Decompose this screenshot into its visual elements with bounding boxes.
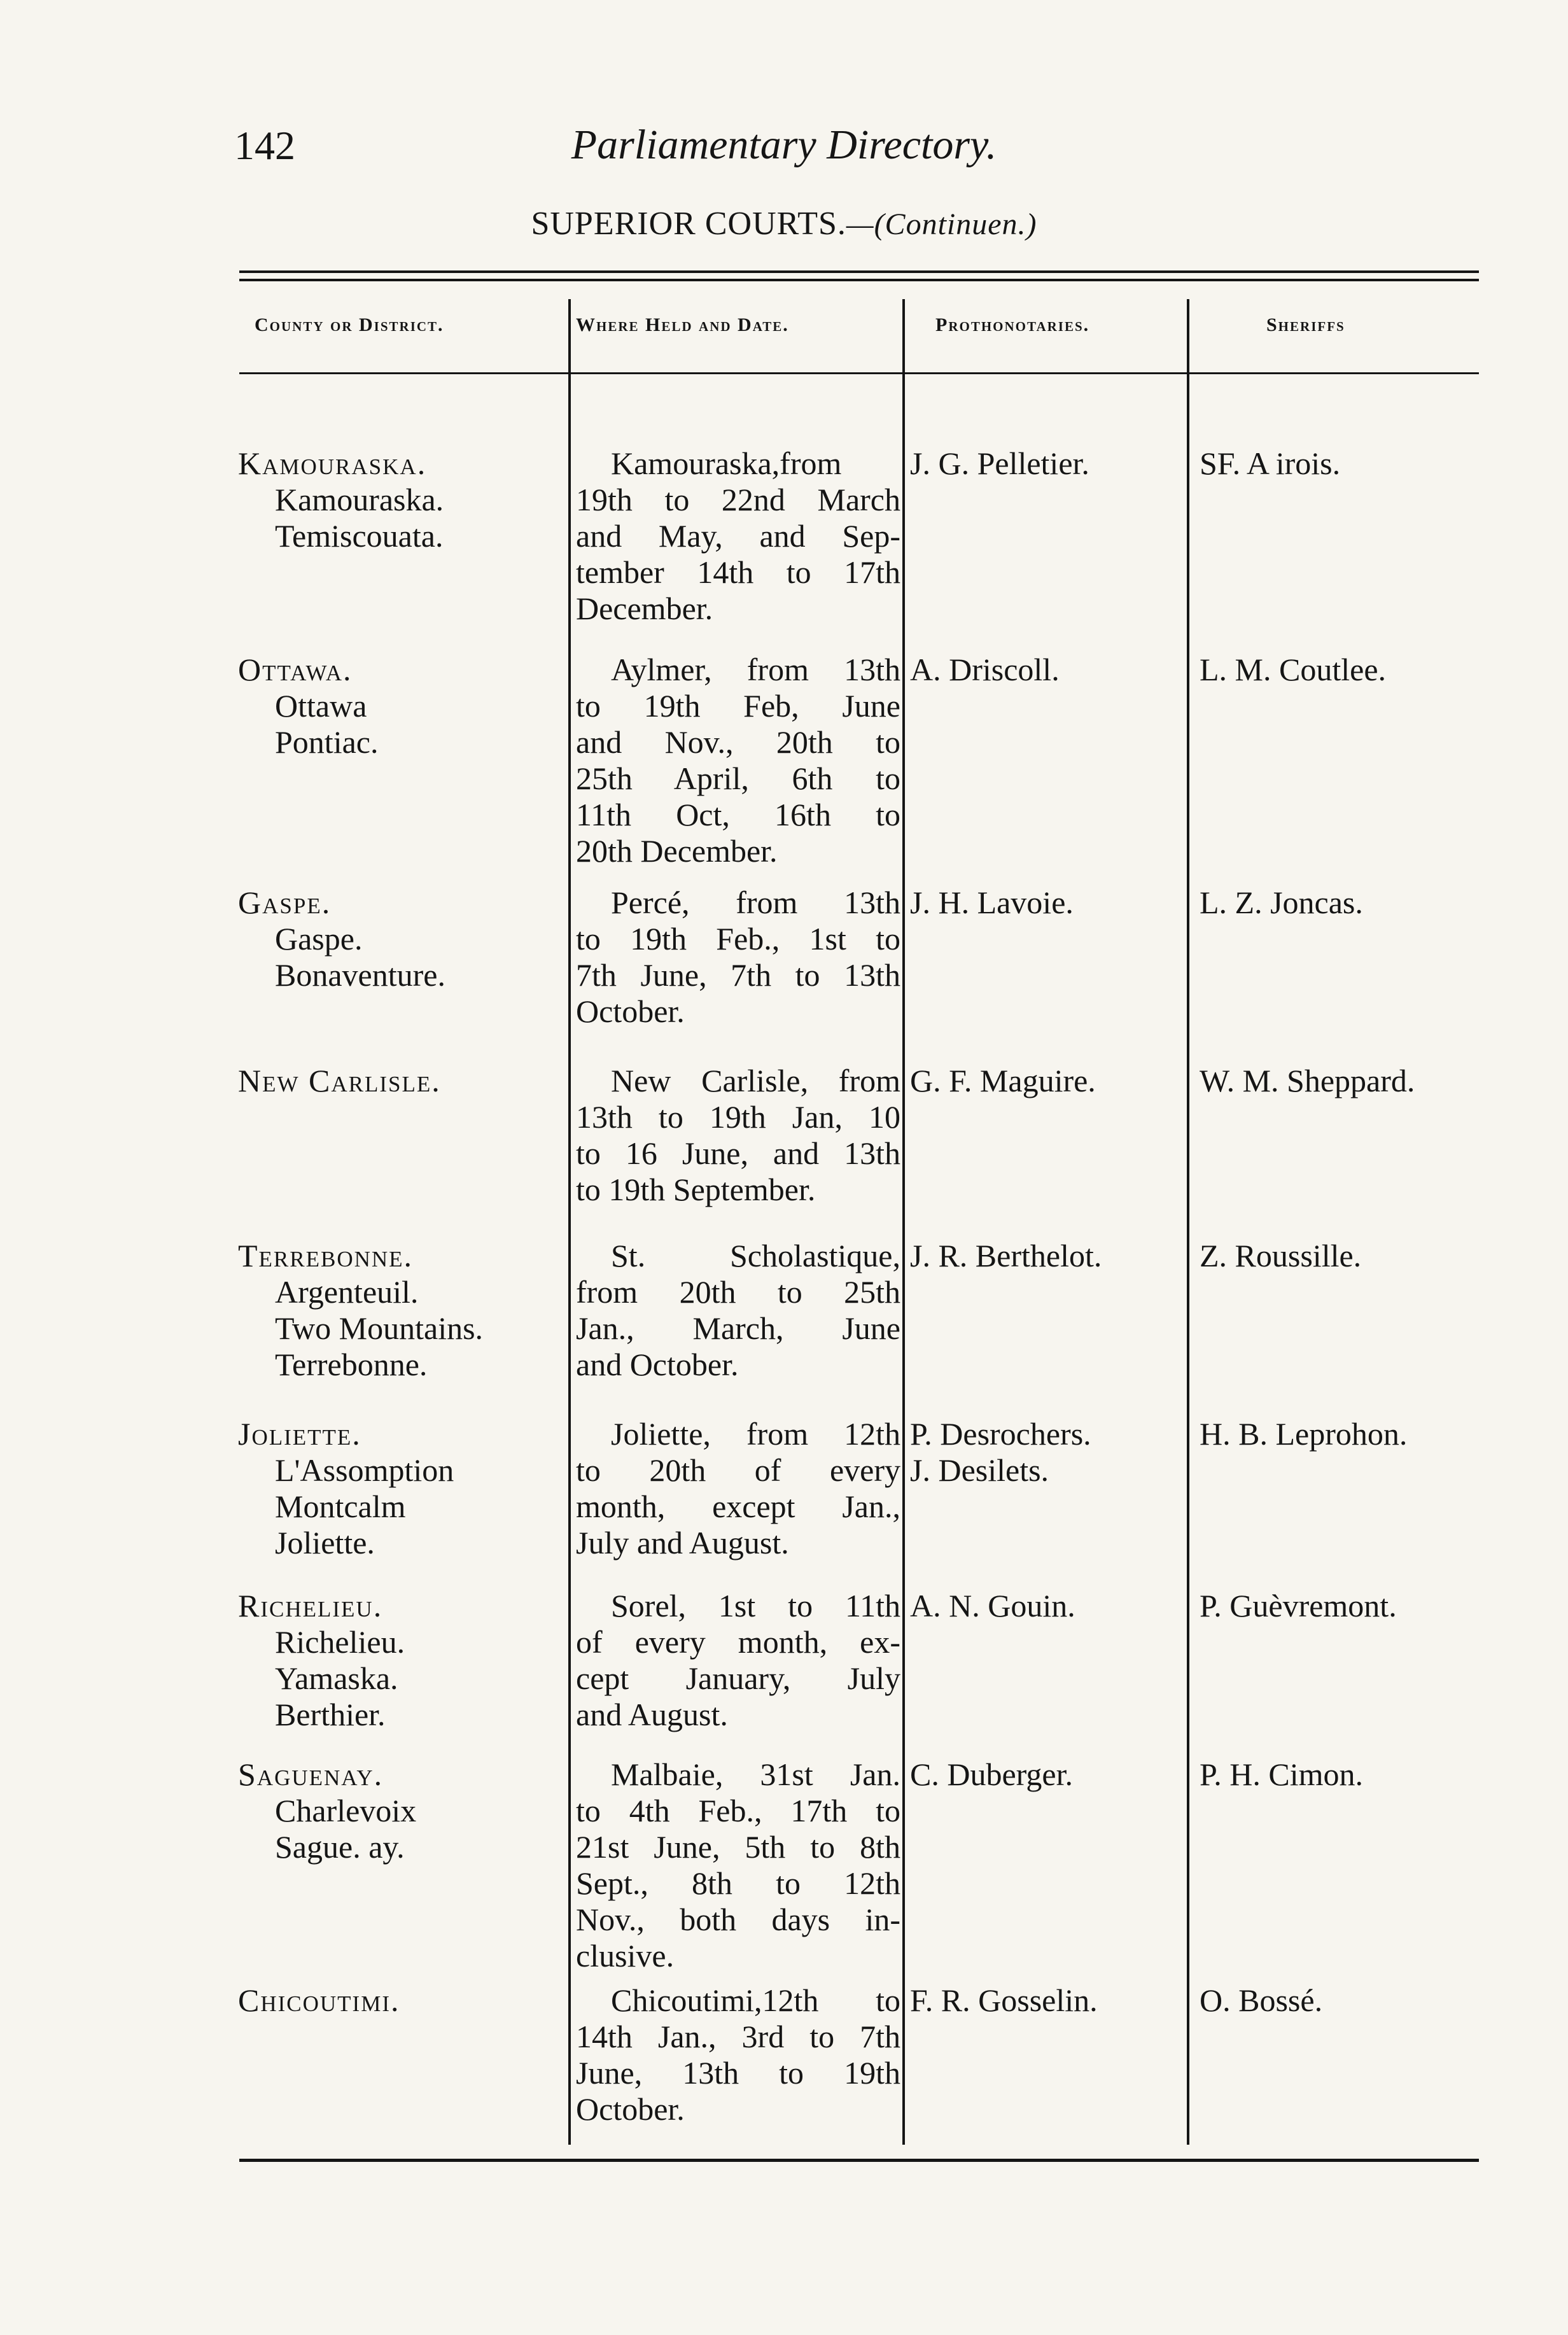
- where-held-line: October.: [576, 993, 685, 1029]
- county-cell: [238, 445, 569, 554]
- county-name: Chicoutimi.: [238, 1982, 400, 2018]
- where-held-line: 19th to 22nd March: [576, 482, 900, 517]
- where-held-line: to 19th Feb, June: [576, 688, 900, 724]
- prothonotary-name: P. Desrochers.: [910, 1416, 1091, 1452]
- column-divider-3: [1187, 299, 1189, 2145]
- where-held-line: cept January, July: [576, 1660, 900, 1696]
- where-held-line: Sept., 8th to 12th: [576, 1865, 900, 1901]
- prothonotaries-cell: [910, 652, 1177, 688]
- where-held-line: 7th June, 7th to 13th: [576, 957, 900, 993]
- subdistrict-name: Yamaska.: [275, 1660, 398, 1696]
- where-held-cell: [576, 1416, 900, 1561]
- county-name: Terrebonne.: [238, 1238, 414, 1273]
- county-cell: [238, 885, 569, 993]
- subdistrict-name: Montcalm: [275, 1489, 406, 1524]
- subdistrict-name: Two Mountains.: [275, 1310, 484, 1346]
- where-held-line: 13th to 19th Jan, 10: [576, 1099, 900, 1135]
- where-held-line: from 20th to 25th: [576, 1274, 900, 1310]
- county-cell: [238, 1238, 569, 1383]
- column-header-where: Where Held and Date.: [576, 314, 789, 335]
- where-held-line: 11th Oct, 16th to: [576, 797, 900, 832]
- where-held-cell: [576, 1588, 900, 1733]
- where-held-line: to 19th September.: [576, 1172, 816, 1207]
- sheriff-cell: [1200, 1982, 1499, 2019]
- sheriff-name: P. H. Cimon.: [1200, 1757, 1364, 1792]
- subdistrict-name: Terrebonne.: [275, 1347, 428, 1382]
- subdistrict-name: Gaspe.: [275, 921, 363, 957]
- prothonotaries-cell: [910, 1416, 1177, 1489]
- sheriff-name: L. M. Coutlee.: [1200, 652, 1387, 687]
- sheriff-cell: [1200, 1416, 1499, 1452]
- where-held-line: Jan., March, June: [576, 1310, 900, 1346]
- column-divider-2: [902, 299, 905, 2145]
- prothonotaries-cell: [910, 1588, 1177, 1624]
- where-held-line: and May, and Sep-: [576, 518, 900, 554]
- county-cell: [238, 652, 569, 761]
- prothonotary-name: A. N. Gouin.: [910, 1588, 1075, 1623]
- where-held-line: Nov., both days in-: [576, 1902, 900, 1937]
- subdistrict-name: Charlevoix: [275, 1793, 417, 1828]
- where-held-line: July and August.: [576, 1525, 789, 1560]
- where-held-line: clusive.: [576, 1938, 675, 1974]
- where-held-line: 21st June, 5th to 8th: [576, 1829, 900, 1865]
- prothonotaries-cell: [910, 1063, 1177, 1099]
- where-held-cell: [576, 652, 900, 869]
- subdistrict-name: Richelieu.: [275, 1624, 405, 1660]
- where-held-line: 20th December.: [576, 833, 778, 869]
- where-held-line: 25th April, 6th to: [576, 761, 900, 796]
- sheriff-cell: [1200, 1238, 1499, 1274]
- sheriff-cell: [1200, 445, 1499, 482]
- prothonotary-name: J. Desilets.: [910, 1452, 1049, 1488]
- county-cell: [238, 1063, 569, 1099]
- where-held-line: Percé, from 13th: [611, 885, 900, 920]
- county-name: New Carlisle.: [238, 1063, 441, 1098]
- bottom-rule: [239, 2159, 1479, 2162]
- sheriff-cell: [1200, 1757, 1499, 1793]
- subdistrict-name: Kamouraska.: [275, 482, 444, 517]
- subdistrict-name: Berthier.: [275, 1697, 386, 1732]
- where-held-line: St. Scholastique,: [611, 1238, 900, 1273]
- sheriff-cell: [1200, 652, 1499, 688]
- sheriff-cell: [1200, 1063, 1499, 1099]
- section-title-text: SUPERIOR COURTS.: [531, 206, 846, 242]
- subdistrict-name: Bonaventure.: [275, 957, 445, 993]
- sheriff-name: W. M. Sheppard.: [1200, 1063, 1415, 1098]
- subdistrict-name: L'Assomption: [275, 1452, 454, 1488]
- top-double-rule-lower: [239, 279, 1479, 281]
- where-held-line: Joliette, from 12th: [611, 1416, 900, 1452]
- column-divider-1: [568, 299, 571, 2145]
- section-title: [0, 205, 1568, 242]
- county-name: Joliette.: [238, 1416, 361, 1452]
- prothonotary-name: J. R. Berthelot.: [910, 1238, 1102, 1273]
- prothonotary-name: A. Driscoll.: [910, 652, 1060, 687]
- prothonotary-name: J. G. Pelletier.: [910, 445, 1089, 481]
- section-title-suffix: —(Continuen.): [846, 207, 1037, 241]
- where-held-line: and October.: [576, 1347, 739, 1382]
- where-held-line: tember 14th to 17th: [576, 554, 900, 590]
- where-held-line: to 20th of every: [576, 1452, 900, 1488]
- header-bottom-rule: [239, 372, 1479, 374]
- where-held-cell: [576, 1757, 900, 1974]
- top-double-rule-upper: [239, 270, 1479, 273]
- sheriff-name: P. Guèvremont.: [1200, 1588, 1397, 1623]
- prothonotaries-cell: [910, 1757, 1177, 1793]
- column-header-county: County or District.: [255, 314, 444, 335]
- column-header-prothonotaries: Prothonotaries.: [935, 314, 1090, 335]
- prothonotaries-cell: [910, 1982, 1177, 2019]
- column-header-sheriffs: Sheriffs: [1266, 314, 1345, 335]
- where-held-line: Kamouraska,from: [611, 445, 842, 481]
- county-name: Kamouraska.: [238, 445, 427, 481]
- subdistrict-name: Joliette.: [275, 1525, 375, 1560]
- where-held-line: month, except Jan.,: [576, 1489, 900, 1524]
- prothonotaries-cell: [910, 885, 1177, 921]
- running-title: Parliamentary Directory.: [571, 122, 997, 168]
- where-held-line: of every month, ex-: [576, 1624, 900, 1660]
- where-held-line: December.: [576, 591, 713, 626]
- prothonotary-name: C. Duberger.: [910, 1757, 1073, 1792]
- where-held-cell: [576, 1063, 900, 1208]
- sheriff-cell: [1200, 1588, 1499, 1624]
- where-held-line: June, 13th to 19th: [576, 2055, 900, 2091]
- where-held-line: and Nov., 20th to: [576, 724, 900, 760]
- county-name: Richelieu.: [238, 1588, 383, 1623]
- prothonotary-name: F. R. Gosselin.: [910, 1982, 1098, 2018]
- where-held-line: to 4th Feb., 17th to: [576, 1793, 900, 1828]
- where-held-line: Aylmer, from 13th: [611, 652, 900, 687]
- prothonotaries-cell: [910, 445, 1177, 482]
- where-held-cell: [576, 885, 900, 1030]
- sheriff-name: L. Z. Joncas.: [1200, 885, 1363, 920]
- sheriff-cell: [1200, 885, 1499, 921]
- where-held-cell: [576, 1238, 900, 1383]
- where-held-line: to 19th Feb., 1st to: [576, 921, 900, 957]
- prothonotaries-cell: [910, 1238, 1177, 1274]
- sheriff-name: Z. Roussille.: [1200, 1238, 1362, 1273]
- where-held-line: Sorel, 1st to 11th: [611, 1588, 900, 1623]
- where-held-line: Malbaie, 31st Jan.: [611, 1757, 900, 1792]
- prothonotary-name: G. F. Maguire.: [910, 1063, 1096, 1098]
- where-held-line: Chicoutimi,12th to: [611, 1982, 900, 2018]
- county-cell: [238, 1757, 569, 1865]
- where-held-cell: [576, 1982, 900, 2128]
- county-name: Saguenay.: [238, 1757, 384, 1792]
- where-held-line: and August.: [576, 1697, 728, 1732]
- county-cell: [238, 1588, 569, 1733]
- county-cell: [238, 1416, 569, 1561]
- sheriff-name: H. B. Leprohon.: [1200, 1416, 1408, 1452]
- prothonotary-name: J. H. Lavoie.: [910, 885, 1074, 920]
- subdistrict-name: Argenteuil.: [275, 1274, 419, 1310]
- where-held-line: to 16 June, and 13th: [576, 1135, 900, 1171]
- county-name: Ottawa.: [238, 652, 353, 687]
- subdistrict-name: Temiscouata.: [275, 518, 444, 554]
- county-name: Gaspe.: [238, 885, 332, 920]
- where-held-cell: [576, 445, 900, 627]
- where-held-line: 14th Jan., 3rd to 7th: [576, 2019, 900, 2054]
- where-held-line: New Carlisle, from: [611, 1063, 900, 1098]
- subdistrict-name: Ottawa: [275, 688, 367, 724]
- subdistrict-name: Sague. ay.: [275, 1829, 405, 1865]
- county-cell: [238, 1982, 569, 2019]
- sheriff-name: SF. A irois.: [1200, 445, 1341, 481]
- where-held-line: October.: [576, 2091, 685, 2127]
- subdistrict-name: Pontiac.: [275, 724, 379, 760]
- sheriff-name: O. Bossé.: [1200, 1982, 1323, 2018]
- page-number: 142: [234, 123, 295, 168]
